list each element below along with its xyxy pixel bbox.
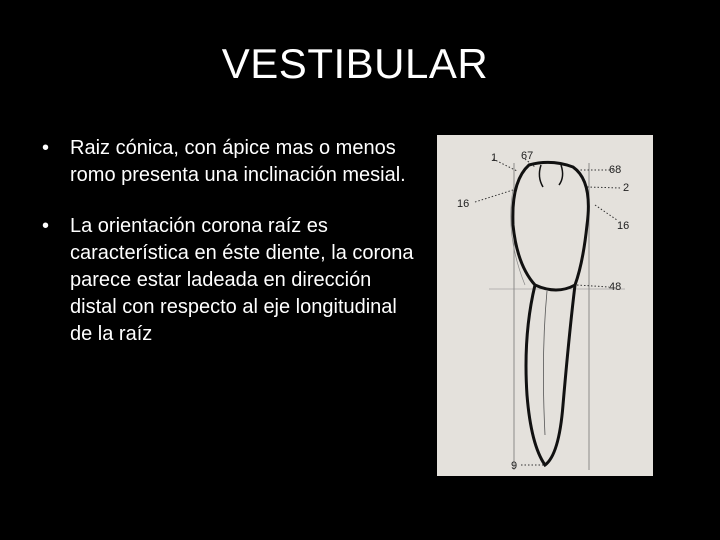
bullet-text: La orientación corona raíz es característica en éste diente, la corona parece estar ladeada en dirección distal con respecto al eje longitudinal de la raíz bbox=[70, 215, 414, 345]
tooth-drawing bbox=[437, 135, 653, 476]
label-9: 9 bbox=[511, 460, 518, 472]
bullet-list bbox=[42, 135, 422, 372]
bullet-glyph: • bbox=[42, 137, 50, 159]
root-outline bbox=[526, 285, 575, 465]
label-67: 67 bbox=[521, 150, 534, 162]
crown-outline bbox=[513, 162, 589, 290]
label-16-right: 16 bbox=[617, 220, 630, 232]
measure-line-2 bbox=[587, 187, 621, 188]
label-48: 48 bbox=[609, 281, 622, 293]
slide-title: VESTIBULAR bbox=[221, 40, 489, 87]
measure-line-16-right bbox=[595, 205, 617, 220]
root-canal-line bbox=[543, 291, 547, 435]
measure-line-48 bbox=[577, 285, 609, 287]
bullet-text: Raiz cónica, con ápice mas o menos romo presenta una inclinación mesial. bbox=[70, 137, 406, 186]
measure-line-16-left bbox=[475, 190, 513, 202]
tooth-diagram bbox=[437, 135, 653, 476]
label-1: 1 bbox=[491, 152, 498, 164]
crown-groove-2 bbox=[559, 165, 563, 185]
label-68: 68 bbox=[609, 164, 622, 176]
bullet-item bbox=[42, 213, 422, 348]
label-16-left: 16 bbox=[457, 198, 470, 210]
bullet-item bbox=[42, 135, 422, 189]
label-2: 2 bbox=[623, 182, 630, 194]
crown-groove bbox=[539, 165, 543, 187]
bullet-glyph: • bbox=[42, 215, 50, 237]
